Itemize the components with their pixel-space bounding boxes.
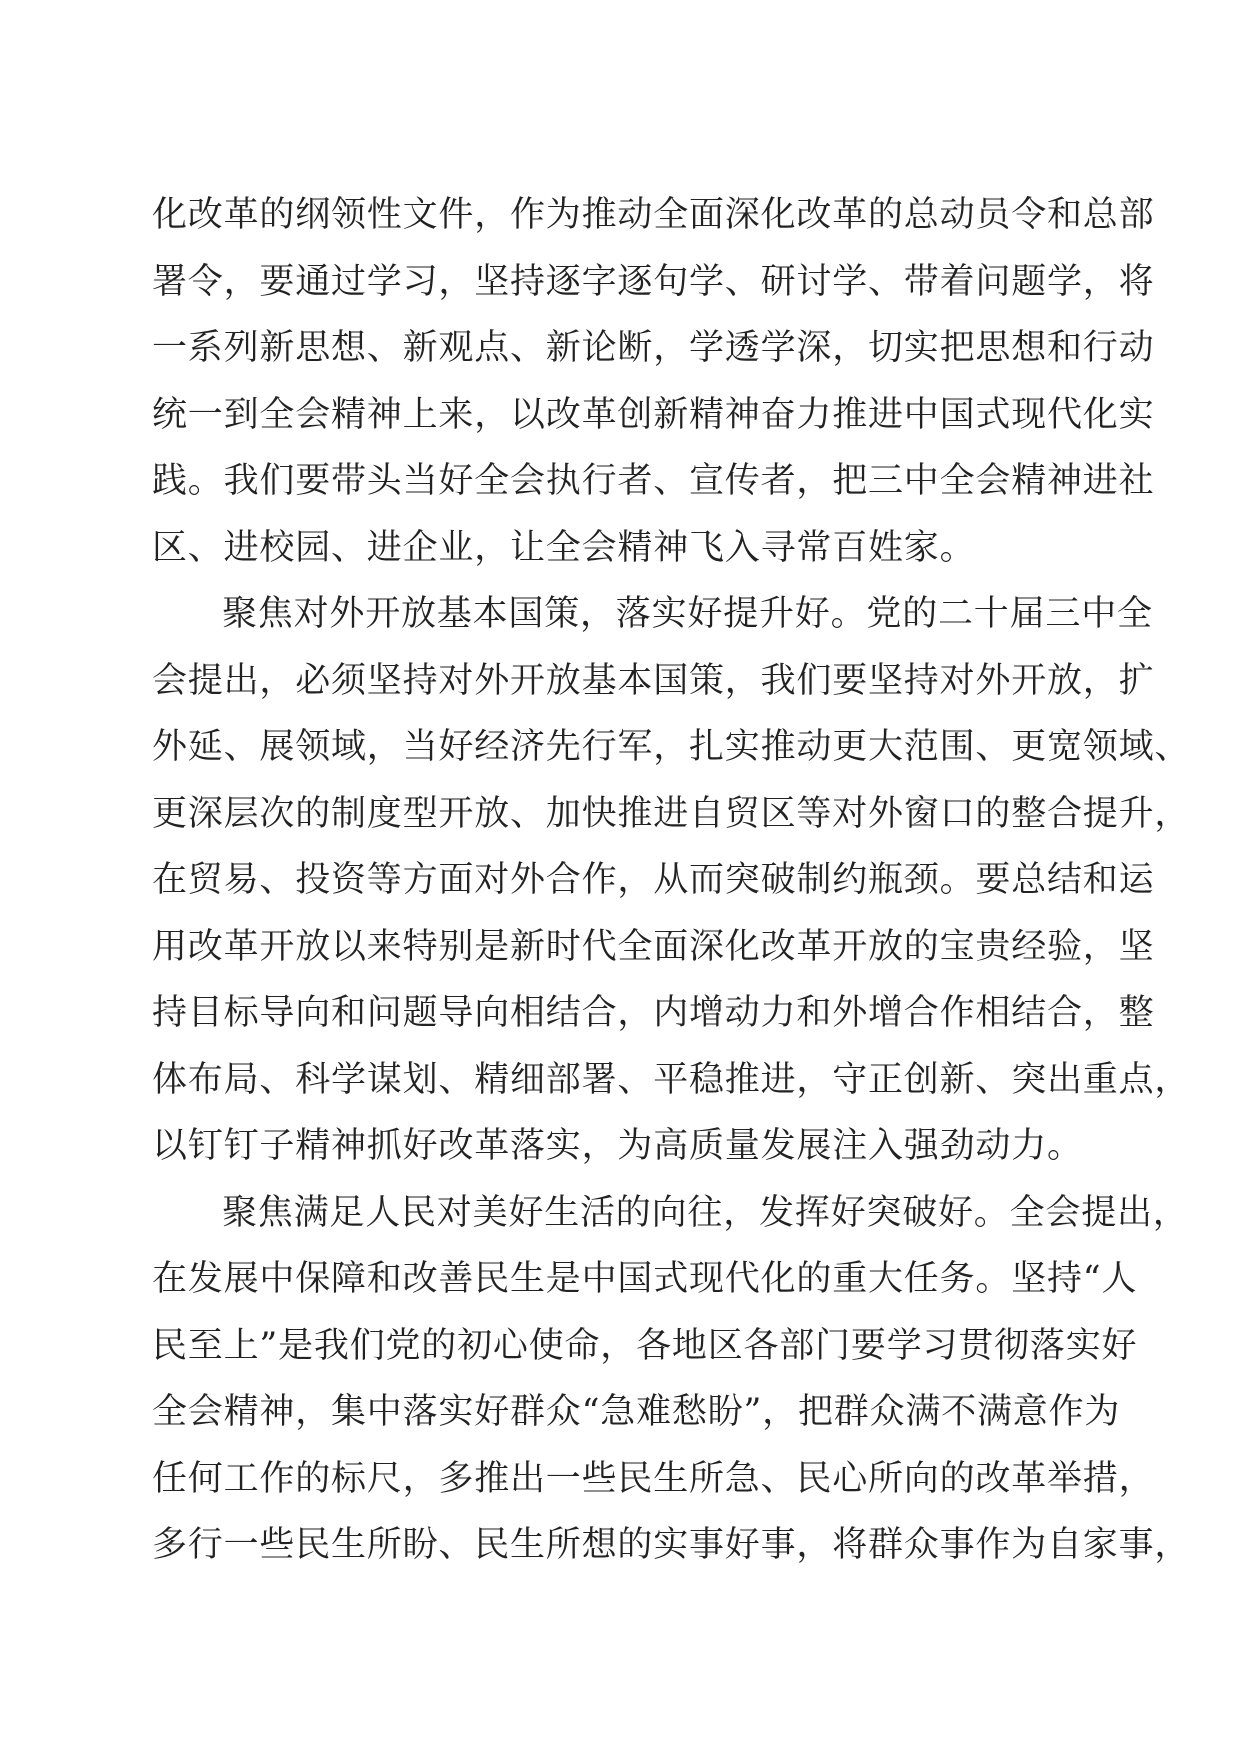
text-line: 更深层次的制度型开放、加快推进自贸区等对外窗口的整合提升， — [152, 793, 1191, 834]
text-line: 任何工作的标尺，多推出一些民生所急、民心所向的改革举措， — [152, 1458, 1155, 1499]
text-line: 一系列新思想、新观点、新论断，学透学深，切实把思想和行动 — [152, 328, 1155, 368]
text-line: 以钉钉子精神抓好改革落实，为高质量发展注入强劲动力。 — [152, 1126, 1083, 1166]
text-line: 化改革的纲领性文件，作为推动全面深化改革的总动员令和总部 — [152, 195, 1155, 235]
text-line: 聚焦对外开放基本国策，落实好提升好。党的二十届三中全 — [222, 594, 1153, 634]
paragraph-3 — [152, 1180, 1191, 1579]
text-line: 聚焦满足人民对美好生活的向往，发挥好突破好。全会提出， — [222, 1192, 1189, 1233]
text-line: 在发展中保障和改善民生是中国式现代化的重大任务。坚持“人 — [152, 1259, 1138, 1299]
text-line: 会提出，必须坚持对外开放基本国策，我们要坚持对外开放，扩 — [152, 660, 1155, 701]
text-line: 民至上”是我们党的初心使命，各地区各部门要学习贯彻落实好 — [152, 1325, 1138, 1366]
text-line: 多行一些民生所盼、民生所想的实事好事，将群众事作为自家事， — [152, 1525, 1191, 1565]
text-line: 全会精神，集中落实好群众“急难愁盼”，把群众满不满意作为 — [152, 1392, 1121, 1432]
paragraph-1 — [152, 182, 1155, 581]
text-line: 持目标导向和问题导向相结合，内增动力和外增合作相结合，整 — [152, 993, 1155, 1033]
text-line: 践。我们要带头当好全会执行者、宣传者，把三中全会精神进社 — [152, 461, 1155, 501]
text-line: 署令，要通过学习，坚持逐字逐句学、研讨学、带着问题学，将 — [152, 261, 1155, 302]
text-line: 统一到全会精神上来，以改革创新精神奋力推进中国式现代化实 — [152, 394, 1155, 435]
text-line: 区、进校园、进企业，让全会精神飞入寻常百姓家。 — [152, 527, 976, 568]
text-line: 体布局、科学谋划、精细部署、平稳推进，守正创新、突出重点， — [152, 1059, 1191, 1100]
text-line: 用改革开放以来特别是新时代全面深化改革开放的宝贵经验，坚 — [152, 926, 1155, 967]
paragraph-2 — [152, 581, 1191, 1180]
text-line: 在贸易、投资等方面对外合作，从而突破制约瓶颈。要总结和运 — [152, 860, 1155, 900]
text-line: 外延、展领域，当好经济先行军，扎实推动更大范围、更宽领域、 — [152, 727, 1191, 767]
document-body — [152, 182, 1191, 1579]
